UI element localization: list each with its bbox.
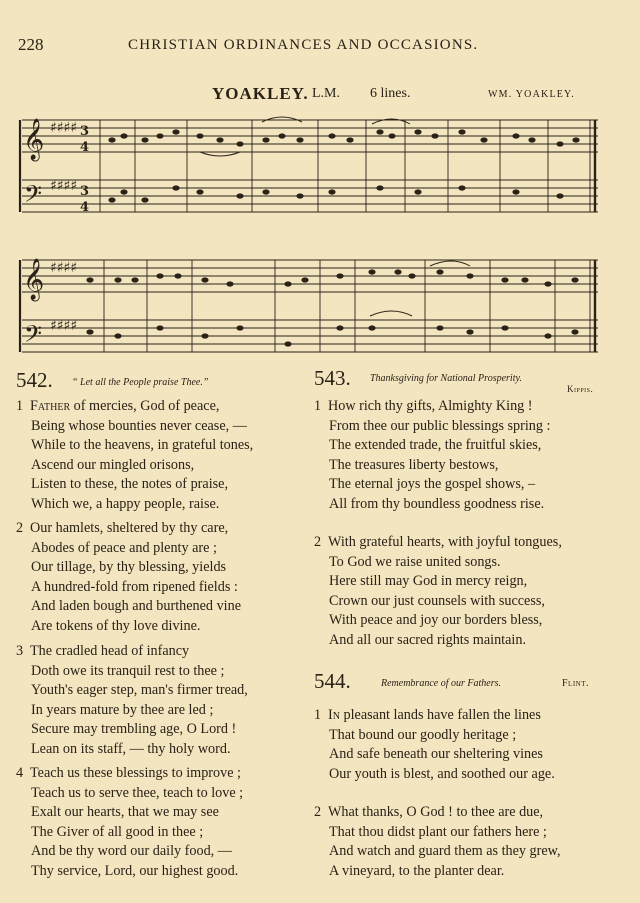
svg-text:3: 3: [80, 184, 90, 199]
hymn-543-number: 543.: [314, 366, 351, 390]
svg-text:♯♯♯♯: ♯♯♯♯: [50, 260, 78, 276]
hymn-544-number: 544.: [314, 669, 351, 693]
hymn-544-author: Flint.: [562, 678, 589, 689]
hymn-543-stanza-2: 2 With grateful hearts, with joyful tongues, To God we raise united songs. Here still may God in mercy reign, Crown our just counsels with success, With peace and joy our borders bless, And all our sacred rights maintain.: [314, 534, 562, 648]
svg-text:4: 4: [80, 140, 90, 155]
svg-text:4: 4: [80, 200, 90, 215]
svg-text:♯♯♯♯: ♯♯♯♯: [50, 318, 78, 334]
tune-composer: WM. YOAKLEY.: [488, 89, 575, 100]
svg-text:𝄞: 𝄞: [23, 119, 45, 160]
hymn-543-author: Kippis.: [567, 384, 594, 394]
hymn-542-stanza-2: 2 Our hamlets, sheltered by thy care, Abodes of peace and plenty are ; Our tillage, by thy blessing, yields A hundred-fold from ripened fields : And laden bough and burthened vine Are tokens of thy love divine.: [16, 520, 241, 634]
hymn-543-stanza-1: 1 How rich thy gifts, Almighty King ! From thee our public blessings spring : The extended trade, the fruitful skies, The treasures liberty bestows, The eternal joys the gospel shows, – All from thy boundless goodness rise.: [314, 398, 551, 512]
svg-text:♯♯♯♯: ♯♯♯♯: [50, 178, 78, 194]
tune-lines: 6 lines.: [370, 86, 411, 101]
svg-text:𝄢: 𝄢: [24, 320, 43, 353]
tune-meter: L.M.: [312, 86, 340, 101]
hymn-542-stanza-1: 1 Father of mercies, God of peace, Being whose bounties never cease, — While to the heavens, in grateful tones, Ascend our mingled orisons, Listen to these, the notes of praise, Which we, a happy people, raise.: [16, 398, 254, 512]
hymn-542-subtitle: “ Let all the People praise Thee.”: [72, 377, 209, 388]
hymn-544-stanza-1: 1 In pleasant lands have fallen the lines That bound our goodly heritage ; And safe beneath our sheltering vines Our youth is blest, and soothed our age.: [314, 707, 555, 782]
svg-text:𝄞: 𝄞: [23, 259, 45, 300]
running-title: CHRISTIAN ORDINANCES AND OCCASIONS.: [128, 37, 479, 53]
music-score: [0, 108, 640, 363]
tune-name: YOAKLEY.: [212, 84, 309, 103]
hymn-542-stanza-4: 4 Teach us these blessings to improve ; Teach us to serve thee, teach to love ; Exalt our hearts, that we may see The Giver of all good in thee ; And be thy word our daily food, — Thy service, Lord, our highest good.: [16, 765, 244, 879]
hymn-542-number: 542.: [16, 368, 53, 392]
hymn-544-stanza-2: 2 What thanks, O God ! to thee are due, That thou didst plant our fathers here ; And watch and guard them as they grew, A vineyard, to the planter dear.: [314, 804, 561, 879]
svg-text:♯♯♯♯: ♯♯♯♯: [50, 120, 78, 136]
svg-text:𝄢: 𝄢: [24, 180, 43, 213]
page-number: 228: [18, 35, 44, 54]
hymn-544-subtitle: Remembrance of our Fathers.: [381, 678, 501, 689]
hymn-543-subtitle: Thanksgiving for National Prosperity.: [370, 373, 522, 384]
svg-text:3: 3: [80, 124, 90, 139]
hymn-542-stanza-3: 3 The cradled head of infancy Doth owe its tranquil rest to thee ; Youth's eager step, man's firmer tread, In years mature by thee are led ; Secure may trembling age, O Lord ! Lean on its staff, — thy holy word.: [16, 643, 248, 757]
